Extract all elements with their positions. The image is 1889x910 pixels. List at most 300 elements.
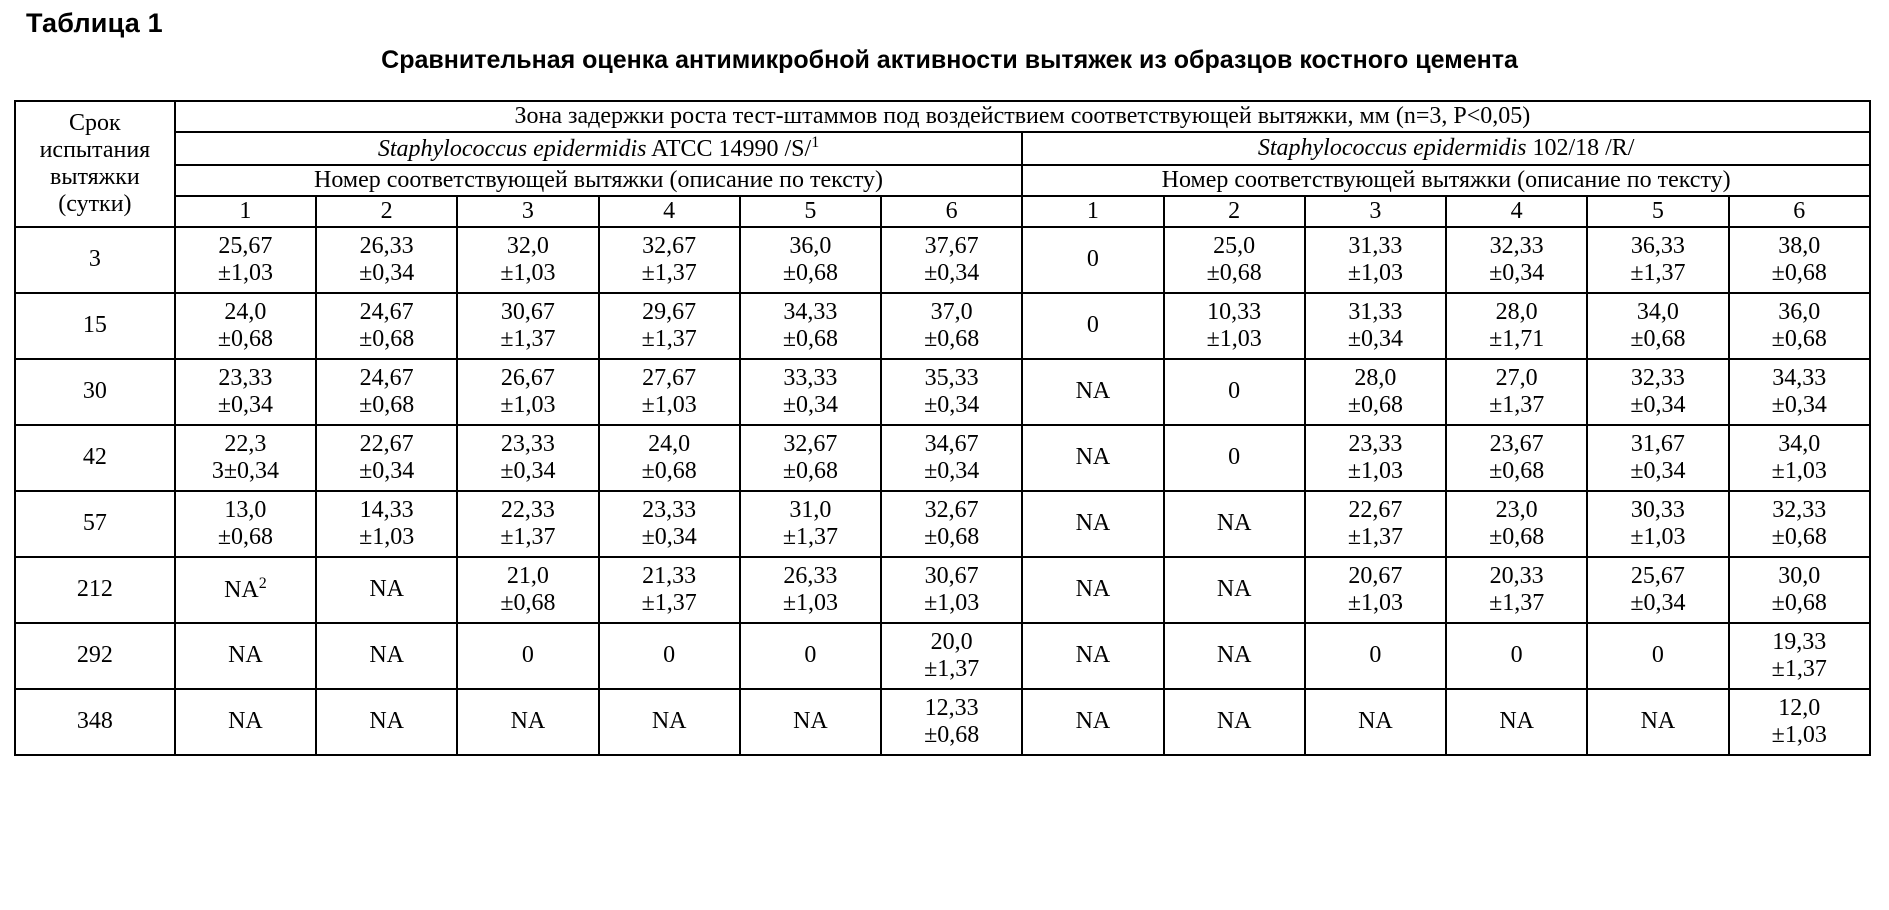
cell-right-6 xyxy=(1729,689,1870,755)
cell-error: ±0,34 xyxy=(1630,391,1686,418)
strain-left-italic: Staphylococcus epidermidis xyxy=(377,135,647,162)
cell-right-4 xyxy=(1446,227,1587,293)
cell-right-5 xyxy=(1587,491,1728,557)
cell-left-4 xyxy=(599,557,740,623)
cell-left-1 xyxy=(175,557,316,623)
cell-value: NA xyxy=(1216,576,1252,603)
cell-error: ±1,37 xyxy=(1771,655,1827,682)
cell-error: ±0,34 xyxy=(500,457,556,484)
table-label: Таблица 1 xyxy=(26,8,163,38)
cell-left-3 xyxy=(457,491,598,557)
cell-left-5 xyxy=(740,557,881,623)
cell-left-2 xyxy=(316,359,457,425)
col-number-right-6: 6 xyxy=(1729,196,1870,227)
cell-value: 26,33 xyxy=(783,563,838,590)
cell-error: ±0,68 xyxy=(782,259,838,286)
cell-value: 23,33 xyxy=(218,365,273,392)
cell-value: 25,67 xyxy=(218,233,273,260)
cell-value: NA xyxy=(1358,708,1393,735)
cell-error: ±1,37 xyxy=(1630,259,1686,286)
col-number-right-5: 5 xyxy=(1587,196,1728,227)
cell-value: 30,67 xyxy=(500,299,555,326)
cell-left-5 xyxy=(740,623,881,689)
cell-value: 32,67 xyxy=(924,497,979,524)
cell-value: 36,0 xyxy=(1778,299,1821,326)
cell-value: 37,0 xyxy=(930,299,973,326)
cell-left-6 xyxy=(881,425,1022,491)
strain-right-rest: 102/18 /R/ xyxy=(1526,134,1635,161)
cell-error: ±1,03 xyxy=(641,391,697,418)
cell-error: ±0,68 xyxy=(1771,259,1827,286)
cell-value: 20,67 xyxy=(1348,563,1403,590)
cell-right-1 xyxy=(1022,293,1163,359)
cell-right-2 xyxy=(1164,359,1305,425)
cell-left-5 xyxy=(740,491,881,557)
cell-value: 36,0 xyxy=(789,233,832,260)
cell-error: ±0,34 xyxy=(1347,325,1403,352)
cell-error: ±0,68 xyxy=(924,721,980,748)
strain-right-italic: Staphylococcus epidermidis xyxy=(1257,134,1527,161)
strain-left-rest: ATCC 14990 /S/ xyxy=(646,135,812,162)
cell-error: ±0,68 xyxy=(1347,391,1403,418)
cell-left-3 xyxy=(457,623,598,689)
cell-value: 32,33 xyxy=(1630,365,1685,392)
table-body xyxy=(15,227,1870,755)
cell-value: 31,33 xyxy=(1348,233,1403,260)
cell-value: 34,33 xyxy=(1772,365,1827,392)
cell-value: 29,67 xyxy=(642,299,697,326)
cell-right-6 xyxy=(1729,293,1870,359)
cell-error: ±1,37 xyxy=(641,589,697,616)
col-number-right-3: 3 xyxy=(1305,196,1446,227)
cell-error: ±1,71 xyxy=(1489,325,1545,352)
cell-value: 19,33 xyxy=(1772,629,1827,656)
cell-left-4 xyxy=(599,359,740,425)
cell-error: ±0,34 xyxy=(641,523,697,550)
cell-right-1 xyxy=(1022,359,1163,425)
cell-value: NA xyxy=(369,576,404,603)
cell-error: ±0,68 xyxy=(359,391,415,418)
comparison-table xyxy=(14,100,1871,756)
cell-value: NA xyxy=(1075,510,1111,537)
cell-error: ±0,34 xyxy=(924,391,980,418)
cell-value: NA xyxy=(1216,642,1252,669)
cell-error: ±0,68 xyxy=(1206,259,1262,286)
cell-error: ±1,03 xyxy=(359,523,415,550)
cell-left-3 xyxy=(457,557,598,623)
cell-value: NA xyxy=(1075,642,1111,669)
cell-left-4 xyxy=(599,425,740,491)
header-row-subheader xyxy=(15,165,1870,196)
cell-right-3 xyxy=(1305,491,1446,557)
cell-value: 33,33 xyxy=(783,365,838,392)
cell-right-2 xyxy=(1164,623,1305,689)
cell-value: 31,67 xyxy=(1630,431,1685,458)
cell-error: ±0,68 xyxy=(1771,325,1827,352)
row-day-label: 15 xyxy=(15,293,175,359)
cell-left-6 xyxy=(881,293,1022,359)
row-day-label: 3 xyxy=(15,227,175,293)
cell-error: ±0,34 xyxy=(1630,589,1686,616)
cell-right-2 xyxy=(1164,425,1305,491)
cell-value: 34,33 xyxy=(783,299,838,326)
row-day-label: 42 xyxy=(15,425,175,491)
cell-right-4 xyxy=(1446,359,1587,425)
col-number-left-5: 5 xyxy=(740,196,881,227)
cell-value: NA xyxy=(1640,708,1676,735)
col-number-right-4: 4 xyxy=(1446,196,1587,227)
cell-left-3 xyxy=(457,689,598,755)
cell-right-6 xyxy=(1729,425,1870,491)
cell-value: 23,67 xyxy=(1489,431,1544,458)
cell-value: 36,33 xyxy=(1630,233,1685,260)
cell-error: ±1,03 xyxy=(500,391,556,418)
cell-left-1 xyxy=(175,227,316,293)
table-caption: Сравнительная оценка антимикробной активности вытяжек из образцов костного цемента xyxy=(381,46,1518,74)
cell-value: 27,0 xyxy=(1495,365,1538,392)
cell-left-4 xyxy=(599,689,740,755)
cell-right-4 xyxy=(1446,557,1587,623)
header-row-strains xyxy=(15,132,1870,165)
cell-error: ±0,34 xyxy=(924,259,980,286)
cell-left-5 xyxy=(740,425,881,491)
cell-value: 34,0 xyxy=(1636,299,1679,326)
cell-left-6 xyxy=(881,227,1022,293)
cell-left-4 xyxy=(599,293,740,359)
cell-right-2 xyxy=(1164,557,1305,623)
cell-left-2 xyxy=(316,623,457,689)
cell-value: NA xyxy=(1216,708,1252,735)
cell-error: ±0,68 xyxy=(924,523,980,550)
header-row-top xyxy=(15,101,1870,132)
table-row xyxy=(15,689,1870,755)
cell-right-6 xyxy=(1729,557,1870,623)
cell-value: 30,0 xyxy=(1778,563,1821,590)
cell-error: ±1,03 xyxy=(924,589,980,616)
cell-value: 32,67 xyxy=(642,233,697,260)
cell-value: 32,67 xyxy=(783,431,838,458)
strain-right-header xyxy=(1022,132,1870,165)
cell-right-2 xyxy=(1164,227,1305,293)
cell-value: 24,0 xyxy=(648,431,691,458)
cell-error: ±0,68 xyxy=(641,457,697,484)
cell-error: ±0,68 xyxy=(1630,325,1686,352)
cell-left-2 xyxy=(316,227,457,293)
cell-error: ±1,37 xyxy=(641,259,697,286)
cell-right-6 xyxy=(1729,491,1870,557)
row-day-label: 57 xyxy=(15,491,175,557)
cell-value: 0 xyxy=(1510,642,1523,669)
cell-value: 22,67 xyxy=(359,431,414,458)
cell-error: ±0,68 xyxy=(217,523,273,550)
cell-error: ±0,68 xyxy=(1489,523,1545,550)
cell-error: ±1,37 xyxy=(500,325,556,352)
cell-right-2 xyxy=(1164,491,1305,557)
cell-left-5 xyxy=(740,227,881,293)
cell-left-4 xyxy=(599,623,740,689)
cell-value: 23,0 xyxy=(1495,497,1538,524)
cell-right-1 xyxy=(1022,425,1163,491)
cell-value: NA xyxy=(1075,576,1111,603)
subheader-left: Номер соответствующей вытяжки (описание по тексту) xyxy=(175,165,1023,196)
cell-right-5 xyxy=(1587,425,1728,491)
cell-error: ±0,34 xyxy=(1630,457,1686,484)
cell-value: 13,0 xyxy=(224,497,267,524)
cell-error: ±0,68 xyxy=(1771,523,1827,550)
cell-error: 3±0,34 xyxy=(211,457,279,484)
cell-value: 23,33 xyxy=(500,431,555,458)
cell-right-2 xyxy=(1164,293,1305,359)
subheader-right: Номер соответствующей вытяжки (описание по тексту) xyxy=(1022,165,1870,196)
cell-left-3 xyxy=(457,359,598,425)
cell-left-2 xyxy=(316,557,457,623)
table-row xyxy=(15,293,1870,359)
cell-footnote-marker: 2 xyxy=(258,575,267,593)
cell-right-4 xyxy=(1446,689,1587,755)
cell-value: 32,33 xyxy=(1489,233,1544,260)
cell-value: NA xyxy=(651,708,687,735)
cell-right-1 xyxy=(1022,491,1163,557)
cell-value: 0 xyxy=(521,642,534,669)
cell-error: ±0,68 xyxy=(1771,589,1827,616)
cell-error: ±1,03 xyxy=(1630,523,1686,550)
cell-value: 10,33 xyxy=(1207,299,1262,326)
cell-left-5 xyxy=(740,293,881,359)
cell-value: 22,3 xyxy=(224,431,267,458)
cell-error: ±0,68 xyxy=(359,325,415,352)
cell-error: ±1,37 xyxy=(1347,523,1403,550)
cell-right-4 xyxy=(1446,293,1587,359)
strain-left-header xyxy=(175,132,1023,165)
cell-left-4 xyxy=(599,227,740,293)
cell-value: NA xyxy=(1075,708,1111,735)
cell-value: NA xyxy=(510,708,546,735)
row-label-line-3: вытяжки xyxy=(50,163,140,190)
row-day-label: 30 xyxy=(15,359,175,425)
cell-value: 12,33 xyxy=(924,695,979,722)
cell-right-3 xyxy=(1305,557,1446,623)
cell-value: 26,67 xyxy=(500,365,555,392)
col-number-left-1: 1 xyxy=(175,196,316,227)
cell-value: 20,0 xyxy=(930,629,973,656)
row-label-header xyxy=(15,101,175,227)
cell-value: 21,0 xyxy=(506,563,549,590)
cell-left-2 xyxy=(316,689,457,755)
cell-right-3 xyxy=(1305,689,1446,755)
cell-left-6 xyxy=(881,557,1022,623)
cell-error: ±0,34 xyxy=(217,391,273,418)
cell-right-6 xyxy=(1729,227,1870,293)
cell-value: 0 xyxy=(1651,642,1664,669)
cell-value: 23,33 xyxy=(642,497,697,524)
col-number-left-3: 3 xyxy=(457,196,598,227)
cell-error: ±1,03 xyxy=(1347,259,1403,286)
cell-value: 0 xyxy=(663,642,676,669)
cell-error: ±0,34 xyxy=(359,259,415,286)
cell-right-3 xyxy=(1305,425,1446,491)
cell-right-3 xyxy=(1305,623,1446,689)
table-row xyxy=(15,557,1870,623)
cell-right-1 xyxy=(1022,557,1163,623)
cell-value: 14,33 xyxy=(359,497,414,524)
cell-error: ±1,03 xyxy=(1771,457,1827,484)
cell-value: 0 xyxy=(1086,246,1099,273)
cell-error: ±1,37 xyxy=(500,523,556,550)
cell-error: ±0,34 xyxy=(1489,259,1545,286)
cell-value: 0 xyxy=(1369,642,1382,669)
cell-left-6 xyxy=(881,491,1022,557)
cell-value: NA xyxy=(1499,708,1534,735)
cell-value: 31,33 xyxy=(1348,299,1403,326)
cell-right-4 xyxy=(1446,491,1587,557)
cell-value: 37,67 xyxy=(924,233,979,260)
cell-value: NA xyxy=(1075,444,1111,471)
cell-error: ±0,68 xyxy=(782,457,838,484)
cell-right-1 xyxy=(1022,689,1163,755)
row-label-line-4: (сутки) xyxy=(58,190,132,217)
cell-right-1 xyxy=(1022,623,1163,689)
cell-right-5 xyxy=(1587,227,1728,293)
cell-right-1 xyxy=(1022,227,1163,293)
cell-left-4 xyxy=(599,491,740,557)
table-row xyxy=(15,623,1870,689)
cell-right-3 xyxy=(1305,227,1446,293)
cell-value: 20,33 xyxy=(1489,563,1544,590)
cell-left-2 xyxy=(316,425,457,491)
top-span-header: Зона задержки роста тест-штаммов под воздействием соответствующей вытяжки, мм (n=3, P<0,05) xyxy=(175,101,1870,132)
cell-right-5 xyxy=(1587,359,1728,425)
cell-left-1 xyxy=(175,491,316,557)
cell-value: 32,0 xyxy=(506,233,549,260)
table-row xyxy=(15,491,1870,557)
cell-error: ±1,37 xyxy=(782,523,838,550)
cell-right-5 xyxy=(1587,293,1728,359)
cell-error: ±1,37 xyxy=(924,655,980,682)
cell-value: NA xyxy=(369,708,404,735)
cell-left-1 xyxy=(175,293,316,359)
cell-error: ±0,68 xyxy=(782,325,838,352)
col-number-right-2: 2 xyxy=(1164,196,1305,227)
cell-value: NA xyxy=(228,708,263,735)
header-row-column-numbers xyxy=(15,196,1870,227)
cell-value: 32,33 xyxy=(1772,497,1827,524)
cell-value: 28,0 xyxy=(1495,299,1538,326)
cell-error: ±1,37 xyxy=(641,325,697,352)
cell-left-1 xyxy=(175,623,316,689)
cell-right-5 xyxy=(1587,623,1728,689)
col-number-left-6: 6 xyxy=(881,196,1022,227)
cell-value: 0 xyxy=(1228,444,1241,471)
cell-error: ±1,03 xyxy=(1206,325,1262,352)
cell-right-6 xyxy=(1729,623,1870,689)
row-label-line-1: Срок xyxy=(69,110,121,136)
cell-left-1 xyxy=(175,359,316,425)
cell-value: 27,67 xyxy=(642,365,697,392)
cell-left-5 xyxy=(740,359,881,425)
cell-left-2 xyxy=(316,293,457,359)
cell-left-1 xyxy=(175,425,316,491)
strain-left-footnote-marker: 1 xyxy=(811,133,820,151)
cell-right-4 xyxy=(1446,425,1587,491)
cell-right-6 xyxy=(1729,359,1870,425)
cell-value: 0 xyxy=(1086,312,1099,339)
cell-value: NA xyxy=(1216,510,1252,537)
cell-error: ±1,03 xyxy=(1771,721,1827,748)
table-row xyxy=(15,425,1870,491)
cell-left-2 xyxy=(316,491,457,557)
cell-left-3 xyxy=(457,425,598,491)
col-number-left-2: 2 xyxy=(316,196,457,227)
cell-value: 23,33 xyxy=(1348,431,1403,458)
table-row xyxy=(15,227,1870,293)
cell-error: ±1,37 xyxy=(1489,391,1545,418)
cell-value: NA xyxy=(793,708,828,735)
cell-error: ±0,68 xyxy=(924,325,980,352)
cell-error: ±0,34 xyxy=(782,391,838,418)
cell-value: 0 xyxy=(804,642,817,669)
col-number-right-1: 1 xyxy=(1022,196,1163,227)
cell-value: 21,33 xyxy=(642,563,697,590)
cell-right-5 xyxy=(1587,689,1728,755)
cell-value: 31,0 xyxy=(789,497,832,524)
cell-left-6 xyxy=(881,623,1022,689)
col-number-left-4: 4 xyxy=(599,196,740,227)
cell-left-3 xyxy=(457,227,598,293)
cell-right-5 xyxy=(1587,557,1728,623)
cell-left-6 xyxy=(881,359,1022,425)
cell-value: 30,67 xyxy=(924,563,979,590)
cell-value: NA xyxy=(228,642,263,669)
cell-value: 35,33 xyxy=(924,365,979,392)
cell-left-6 xyxy=(881,689,1022,755)
cell-right-3 xyxy=(1305,293,1446,359)
cell-value: NA xyxy=(1075,378,1111,405)
cell-error: ±1,03 xyxy=(217,259,273,286)
cell-value: 34,0 xyxy=(1778,431,1821,458)
cell-value: 34,67 xyxy=(924,431,979,458)
cell-error: ±0,34 xyxy=(1771,391,1827,418)
row-day-label: 292 xyxy=(15,623,175,689)
cell-value: 26,33 xyxy=(359,233,414,260)
cell-right-4 xyxy=(1446,623,1587,689)
cell-value: 28,0 xyxy=(1354,365,1397,392)
cell-error: ±1,03 xyxy=(1347,457,1403,484)
cell-error: ±1,03 xyxy=(782,589,838,616)
cell-value: 24,67 xyxy=(359,365,414,392)
cell-error: ±0,34 xyxy=(924,457,980,484)
row-label-line-2: испытания xyxy=(39,136,151,163)
table-row xyxy=(15,359,1870,425)
cell-value: 24,67 xyxy=(359,299,414,326)
cell-value: 30,33 xyxy=(1630,497,1685,524)
cell-value: NA xyxy=(369,642,404,669)
cell-error: ±0,68 xyxy=(1489,457,1545,484)
cell-value: 38,0 xyxy=(1778,233,1821,260)
cell-value: 0 xyxy=(1228,378,1241,405)
cell-left-1 xyxy=(175,689,316,755)
cell-value: 22,67 xyxy=(1348,497,1403,524)
cell-value: NA$^2$ xyxy=(224,575,267,604)
cell-error: ±1,03 xyxy=(500,259,556,286)
cell-value: 25,0 xyxy=(1213,233,1256,260)
cell-left-5 xyxy=(740,689,881,755)
cell-error: ±0,68 xyxy=(500,589,556,616)
cell-value: 25,67 xyxy=(1630,563,1685,590)
cell-value: 12,0 xyxy=(1778,695,1821,722)
row-day-label: 212 xyxy=(15,557,175,623)
cell-right-2 xyxy=(1164,689,1305,755)
cell-error: ±1,37 xyxy=(1489,589,1545,616)
